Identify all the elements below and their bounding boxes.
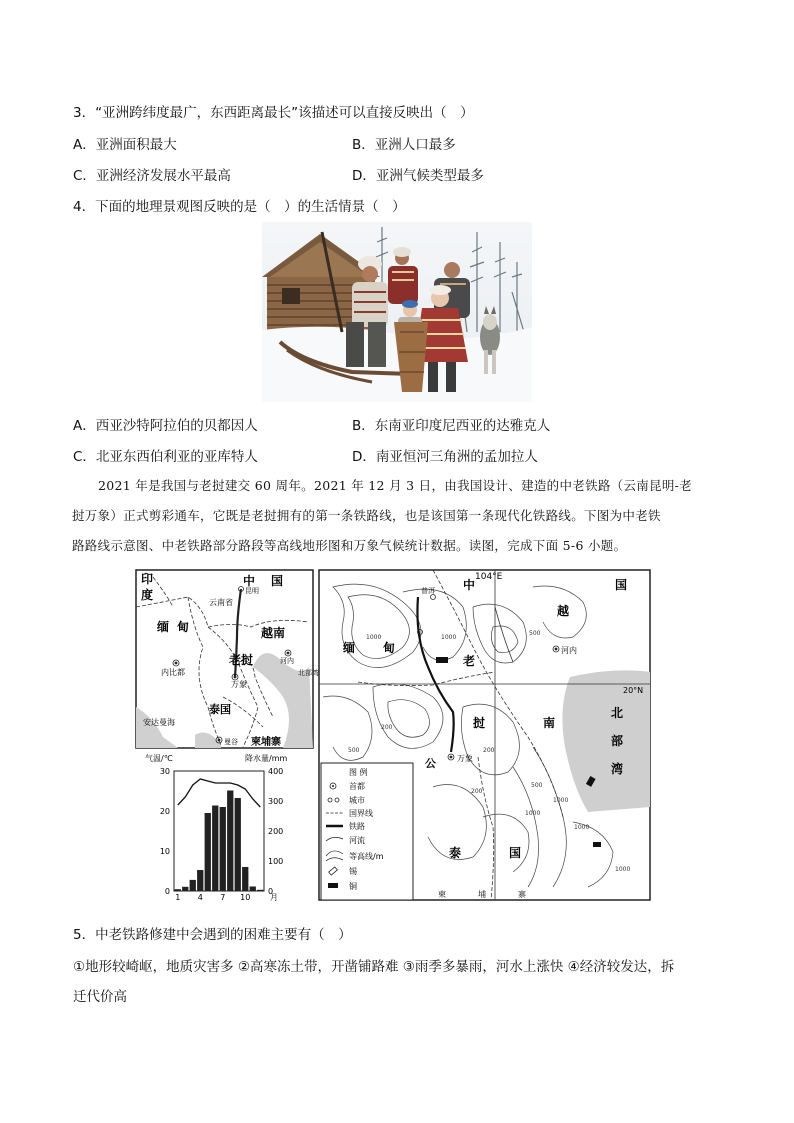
right-map-label: 老 bbox=[463, 654, 476, 668]
legend-item: 城市 bbox=[349, 796, 365, 805]
right-map-label: 甸 bbox=[383, 641, 396, 655]
temperature-line bbox=[178, 779, 260, 807]
route-sketch-map bbox=[136, 570, 319, 748]
question-3-option-d[interactable]: D．亚洲气候类型最多 bbox=[352, 168, 484, 184]
question-3-option-c[interactable]: C．亚洲经济发展水平最高 bbox=[73, 168, 231, 184]
month-tick-label: 1 bbox=[175, 893, 181, 902]
passage-line-3: 路路线示意图、中老铁路部分路段等高线地形图和万象气候统计数据。读图，完成下面 5-6 小题。 bbox=[72, 538, 627, 553]
contour-label: 1000 bbox=[574, 824, 590, 831]
left-map-label: 印 bbox=[141, 572, 154, 586]
contour-label: 500 bbox=[531, 782, 543, 789]
right-map-label: 普洱 bbox=[421, 587, 435, 595]
precipitation-bar bbox=[205, 813, 211, 891]
reading-passage bbox=[72, 471, 722, 561]
left-map-label: 昆明 bbox=[245, 587, 259, 595]
question-4-option-c[interactable]: C．北亚东西伯利亚的亚库特人 bbox=[73, 449, 258, 465]
question-4-option-a[interactable]: A．西亚沙特阿拉伯的贝都因人 bbox=[73, 418, 258, 434]
left-map-label: 越南 bbox=[261, 626, 286, 640]
legend-item: 河流 bbox=[349, 836, 365, 845]
right-map-label: 公 bbox=[425, 757, 436, 770]
contour-label: 1000 bbox=[615, 866, 631, 873]
right-map-label: 寨 bbox=[518, 890, 526, 899]
contour-label: 1000 bbox=[553, 797, 569, 804]
legend-item: 等高线/m bbox=[349, 852, 384, 861]
question-5-stem: 5．中老铁路修建中会遇到的困难主要有（ ） bbox=[73, 927, 352, 943]
right-map-label: 埔 bbox=[478, 890, 486, 899]
precipitation-tick-label: 200 bbox=[268, 827, 284, 836]
left-map-label: 泰国 bbox=[209, 703, 231, 716]
right-map-label: 南 bbox=[543, 716, 556, 730]
precipitation-bar bbox=[250, 887, 256, 892]
right-map-label: 国 bbox=[615, 578, 628, 592]
left-map-label: 安达曼海 bbox=[143, 718, 175, 727]
contour-label: 1000 bbox=[441, 634, 457, 641]
precipitation-bar bbox=[197, 870, 203, 891]
right-map-label: 柬 bbox=[438, 890, 446, 899]
contour-label: 200 bbox=[471, 788, 483, 795]
left-map-label: 北部湾 bbox=[298, 669, 319, 677]
month-tick-label: 4 bbox=[197, 893, 203, 902]
question-4-stem: 4．下面的地理景观图反映的是（ ）的生活情景（ ） bbox=[73, 199, 406, 215]
legend-item: 锡 bbox=[349, 867, 357, 876]
siberian-winter-photo bbox=[262, 222, 532, 402]
climate-chart bbox=[145, 753, 287, 902]
left-map-label: 河内 bbox=[280, 657, 294, 665]
legend-item: 首都 bbox=[349, 782, 365, 791]
right-map-label: 北 bbox=[611, 706, 624, 720]
right-map-label: 万象 bbox=[457, 754, 473, 763]
legend-item: 国界线 bbox=[349, 809, 373, 818]
left-map-label: 中 bbox=[243, 574, 256, 588]
left-map-label: 万象 bbox=[231, 680, 247, 689]
passage-line-2: 挝万象）正式剪彩通车，它既是老挝拥有的第一条铁路线，也是该国第一条现代化铁路线。下图为中老铁 bbox=[72, 508, 661, 523]
right-map-label: 20°N bbox=[623, 686, 644, 695]
question-5-statements: ①地形较崎岖，地质灾害多 ②高寒冻土带，开凿铺路难 ③雨季多暴雨，河水上涨快 ④经济较发达，拆 bbox=[73, 959, 675, 975]
contour-label: 500 bbox=[348, 747, 360, 754]
temperature-tick-label: 10 bbox=[159, 847, 170, 856]
precipitation-bar bbox=[227, 791, 233, 892]
left-map-label: 内比都 bbox=[161, 668, 185, 677]
right-map-label: 河内 bbox=[561, 646, 577, 655]
left-map-label: 曼谷 bbox=[224, 738, 238, 746]
precipitation-bar bbox=[190, 880, 196, 891]
right-map-label: 挝 bbox=[473, 716, 486, 730]
passage-line-1: 2021 年是我国与老挝建交 60 周年。2021 年 12 月 3 日，由我国设计、建造的中老铁路（云南昆明-老 bbox=[98, 478, 692, 493]
temperature-tick-label: 30 bbox=[159, 767, 170, 776]
question-4-option-b[interactable]: B．东南亚印度尼西亚的达雅克人 bbox=[352, 418, 551, 434]
right-map-label: 湾 bbox=[611, 762, 624, 776]
right-map-label: 越 bbox=[557, 604, 570, 618]
right-map-label: 中 bbox=[463, 578, 476, 592]
map-legend bbox=[321, 763, 413, 900]
precipitation-tick-label: 0 bbox=[268, 887, 274, 896]
precipitation-bar bbox=[220, 807, 226, 891]
left-map-label: 缅甸 bbox=[157, 620, 198, 634]
climate-ylabel-right: 降水量/mm bbox=[245, 754, 288, 763]
precipitation-tick-label: 100 bbox=[268, 857, 284, 866]
month-tick-label: 7 bbox=[220, 893, 226, 902]
question-3-stem: 3．“亚洲跨纬度最广，东西距离最长”该描述可以直接反映出（ ） bbox=[73, 105, 474, 121]
contour-label: 1000 bbox=[525, 810, 541, 817]
temperature-tick-label: 20 bbox=[159, 807, 170, 816]
right-map-label: 104°E bbox=[475, 572, 503, 582]
right-map-label: 国 bbox=[509, 846, 522, 860]
precipitation-tick-label: 300 bbox=[268, 797, 284, 806]
precipitation-bar bbox=[182, 887, 188, 891]
railway-figure bbox=[133, 567, 653, 902]
precipitation-tick-label: 400 bbox=[268, 767, 284, 776]
precipitation-bar bbox=[242, 867, 248, 891]
left-map-label: 柬埔寨 bbox=[251, 737, 281, 748]
right-map-label: 部 bbox=[611, 734, 624, 748]
temperature-tick-label: 0 bbox=[164, 887, 170, 896]
railway-figure-svg bbox=[133, 567, 653, 902]
legend-item: 铁路 bbox=[349, 822, 365, 831]
copper-mine-icon bbox=[436, 657, 448, 663]
contour-label: 200 bbox=[381, 724, 393, 731]
left-map-label: 国 bbox=[271, 574, 284, 588]
right-map-label: 泰 bbox=[449, 846, 462, 860]
right-map-label: 缅 bbox=[343, 641, 356, 655]
question-3-option-b[interactable]: B．亚洲人口最多 bbox=[352, 137, 456, 153]
left-map-label: 度 bbox=[141, 588, 154, 602]
precipitation-bar bbox=[175, 889, 181, 891]
precipitation-bar bbox=[235, 798, 241, 891]
left-map-label: 老挝 bbox=[229, 653, 254, 667]
contour-label: 200 bbox=[483, 747, 495, 754]
precipitation-bar bbox=[257, 890, 263, 891]
question-4-option-d[interactable]: D．南亚恒河三角洲的孟加拉人 bbox=[352, 449, 538, 465]
climate-ylabel-left: 气温/℃ bbox=[145, 754, 173, 763]
question-5-statements-cont: 迁代价高 bbox=[73, 989, 127, 1005]
contour-label: 500 bbox=[529, 630, 541, 637]
left-map-label: 云南省 bbox=[209, 598, 233, 607]
month-tick-label: 10 bbox=[240, 893, 251, 902]
climate-xlabel: 月 bbox=[270, 893, 278, 902]
legend-item: 铜 bbox=[349, 882, 357, 891]
contour-label: 1000 bbox=[366, 634, 382, 641]
legend-title: 图 例 bbox=[349, 768, 368, 777]
precipitation-bar bbox=[212, 806, 218, 892]
copper-mine-icon bbox=[593, 842, 601, 847]
question-3-option-a[interactable]: A．亚洲面积最大 bbox=[73, 137, 177, 153]
